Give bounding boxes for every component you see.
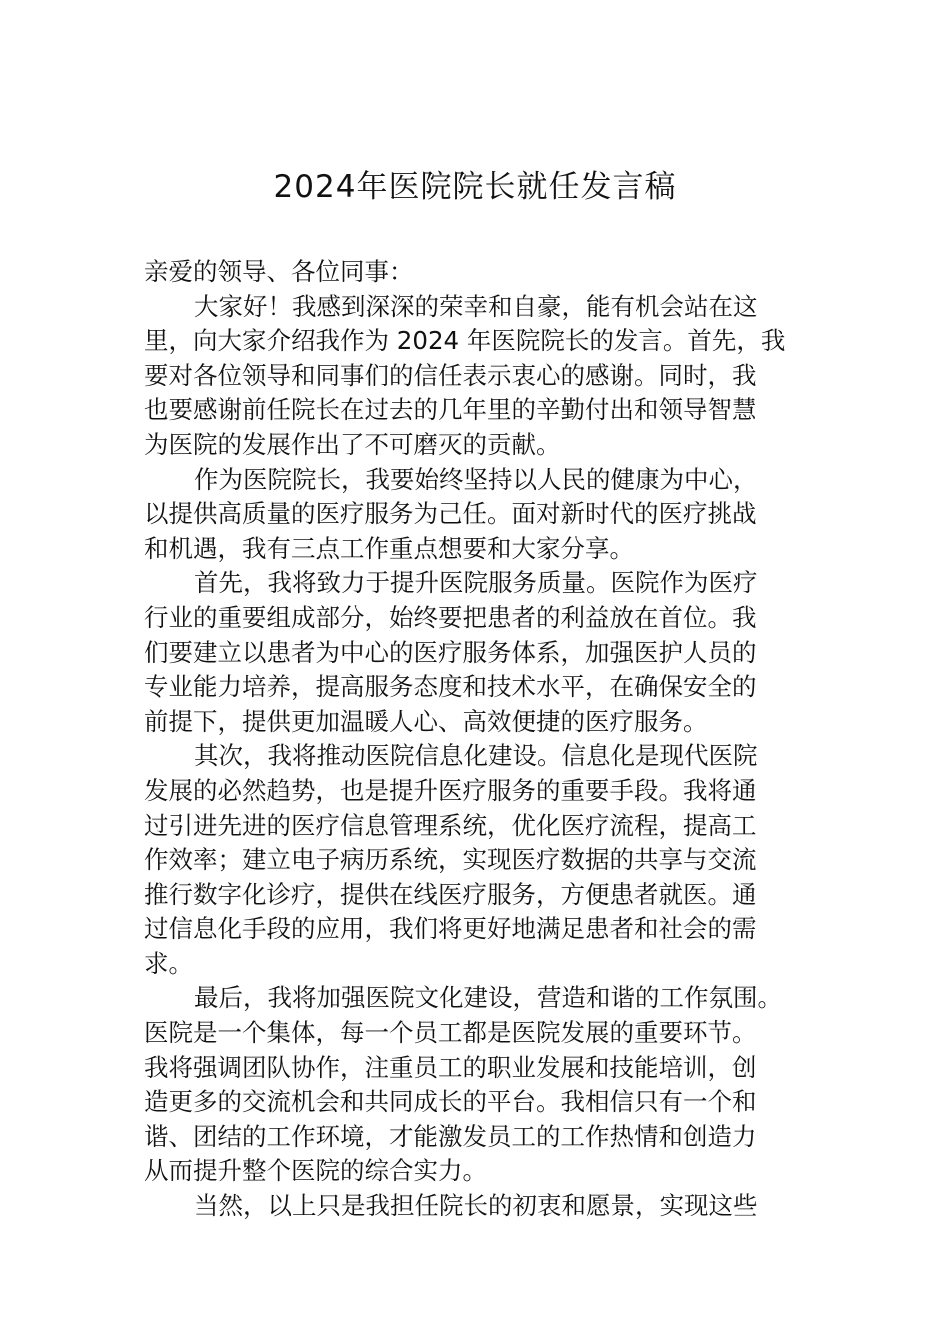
- paragraph-line: 大家好！我感到深深的荣幸和自豪，能有机会站在这: [194, 291, 758, 321]
- paragraph-line: 当然，以上只是我担任院长的初衷和愿景，实现这些: [194, 1191, 758, 1221]
- paragraph-line: 作效率；建立电子病历系统，实现医疗数据的共享与交流: [144, 845, 757, 875]
- paragraph: [144, 739, 814, 981]
- paragraph-line: 发展的必然趋势，也是提升医疗服务的重要手段。我将通: [144, 775, 757, 805]
- paragraph-line: 为医院的发展作出了不可磨灭的贡献。: [144, 429, 561, 459]
- paragraph-line: 医院是一个集体，每一个员工都是医院发展的重要环节。: [144, 1018, 757, 1048]
- paragraph-line: 过信息化手段的应用，我们将更好地满足患者和社会的需: [144, 914, 757, 944]
- paragraph-line: 要对各位领导和同事们的信任表示衷心的感谢。同时，我: [144, 360, 757, 390]
- paragraph-line: 最后，我将加强医院文化建设，营造和谐的工作氛围。: [194, 983, 782, 1013]
- paragraph-line: 行业的重要组成部分，始终要把患者的利益放在首位。我: [144, 602, 757, 632]
- paragraph-line: 作为医院院长，我要始终坚持以人民的健康为中心，: [194, 464, 758, 494]
- paragraph-line: 和机遇，我有三点工作重点想要和大家分享。: [144, 533, 634, 563]
- paragraph-line: 们要建立以患者为中心的医疗服务体系，加强医护人员的: [144, 637, 757, 667]
- paragraph: [144, 463, 814, 567]
- page-title: 2024年医院院长就任发言稿: [273, 169, 677, 205]
- paragraph-line: 首先，我将致力于提升医院服务质量。医院作为医疗: [194, 568, 758, 598]
- paragraph: [144, 981, 814, 1189]
- paragraph: [144, 1189, 814, 1224]
- paragraph-line: 前提下，提供更加温暖人心、高效便捷的医疗服务。: [144, 706, 708, 736]
- paragraph-line: 造更多的交流机会和共同成长的平台。我相信只有一个和: [144, 1087, 757, 1117]
- paragraph-line: 求。: [144, 948, 193, 978]
- paragraph: [144, 290, 814, 463]
- paragraph-line: 从而提升整个医院的综合实力。: [144, 1156, 487, 1186]
- paragraph-line: 里，向大家介绍我作为 2024 年医院院长的发言。首先，我: [144, 326, 786, 356]
- paragraph-line: 也要感谢前任院长在过去的几年里的辛勤付出和领导智慧: [144, 395, 757, 425]
- paragraph-line: 谐、团结的工作环境，才能激发员工的工作热情和创造力: [144, 1121, 757, 1151]
- paragraph-line: 我将强调团队协作，注重员工的职业发展和技能培训，创: [144, 1052, 757, 1082]
- salutation: 亲爱的领导、各位同事：: [144, 257, 414, 286]
- paragraph-line: 过引进先进的医疗信息管理系统，优化医疗流程，提高工: [144, 810, 757, 840]
- paragraph-line: 专业能力培养，提高服务态度和技术水平，在确保安全的: [144, 672, 757, 702]
- paragraph: [144, 566, 814, 739]
- document-body: [144, 255, 814, 1224]
- paragraph-line: 以提供高质量的医疗服务为己任。面对新时代的医疗挑战: [144, 499, 757, 529]
- paragraph-line: 推行数字化诊疗，提供在线医疗服务，方便患者就医。通: [144, 879, 757, 909]
- paragraph-line: 其次，我将推动医院信息化建设。信息化是现代医院: [194, 741, 758, 771]
